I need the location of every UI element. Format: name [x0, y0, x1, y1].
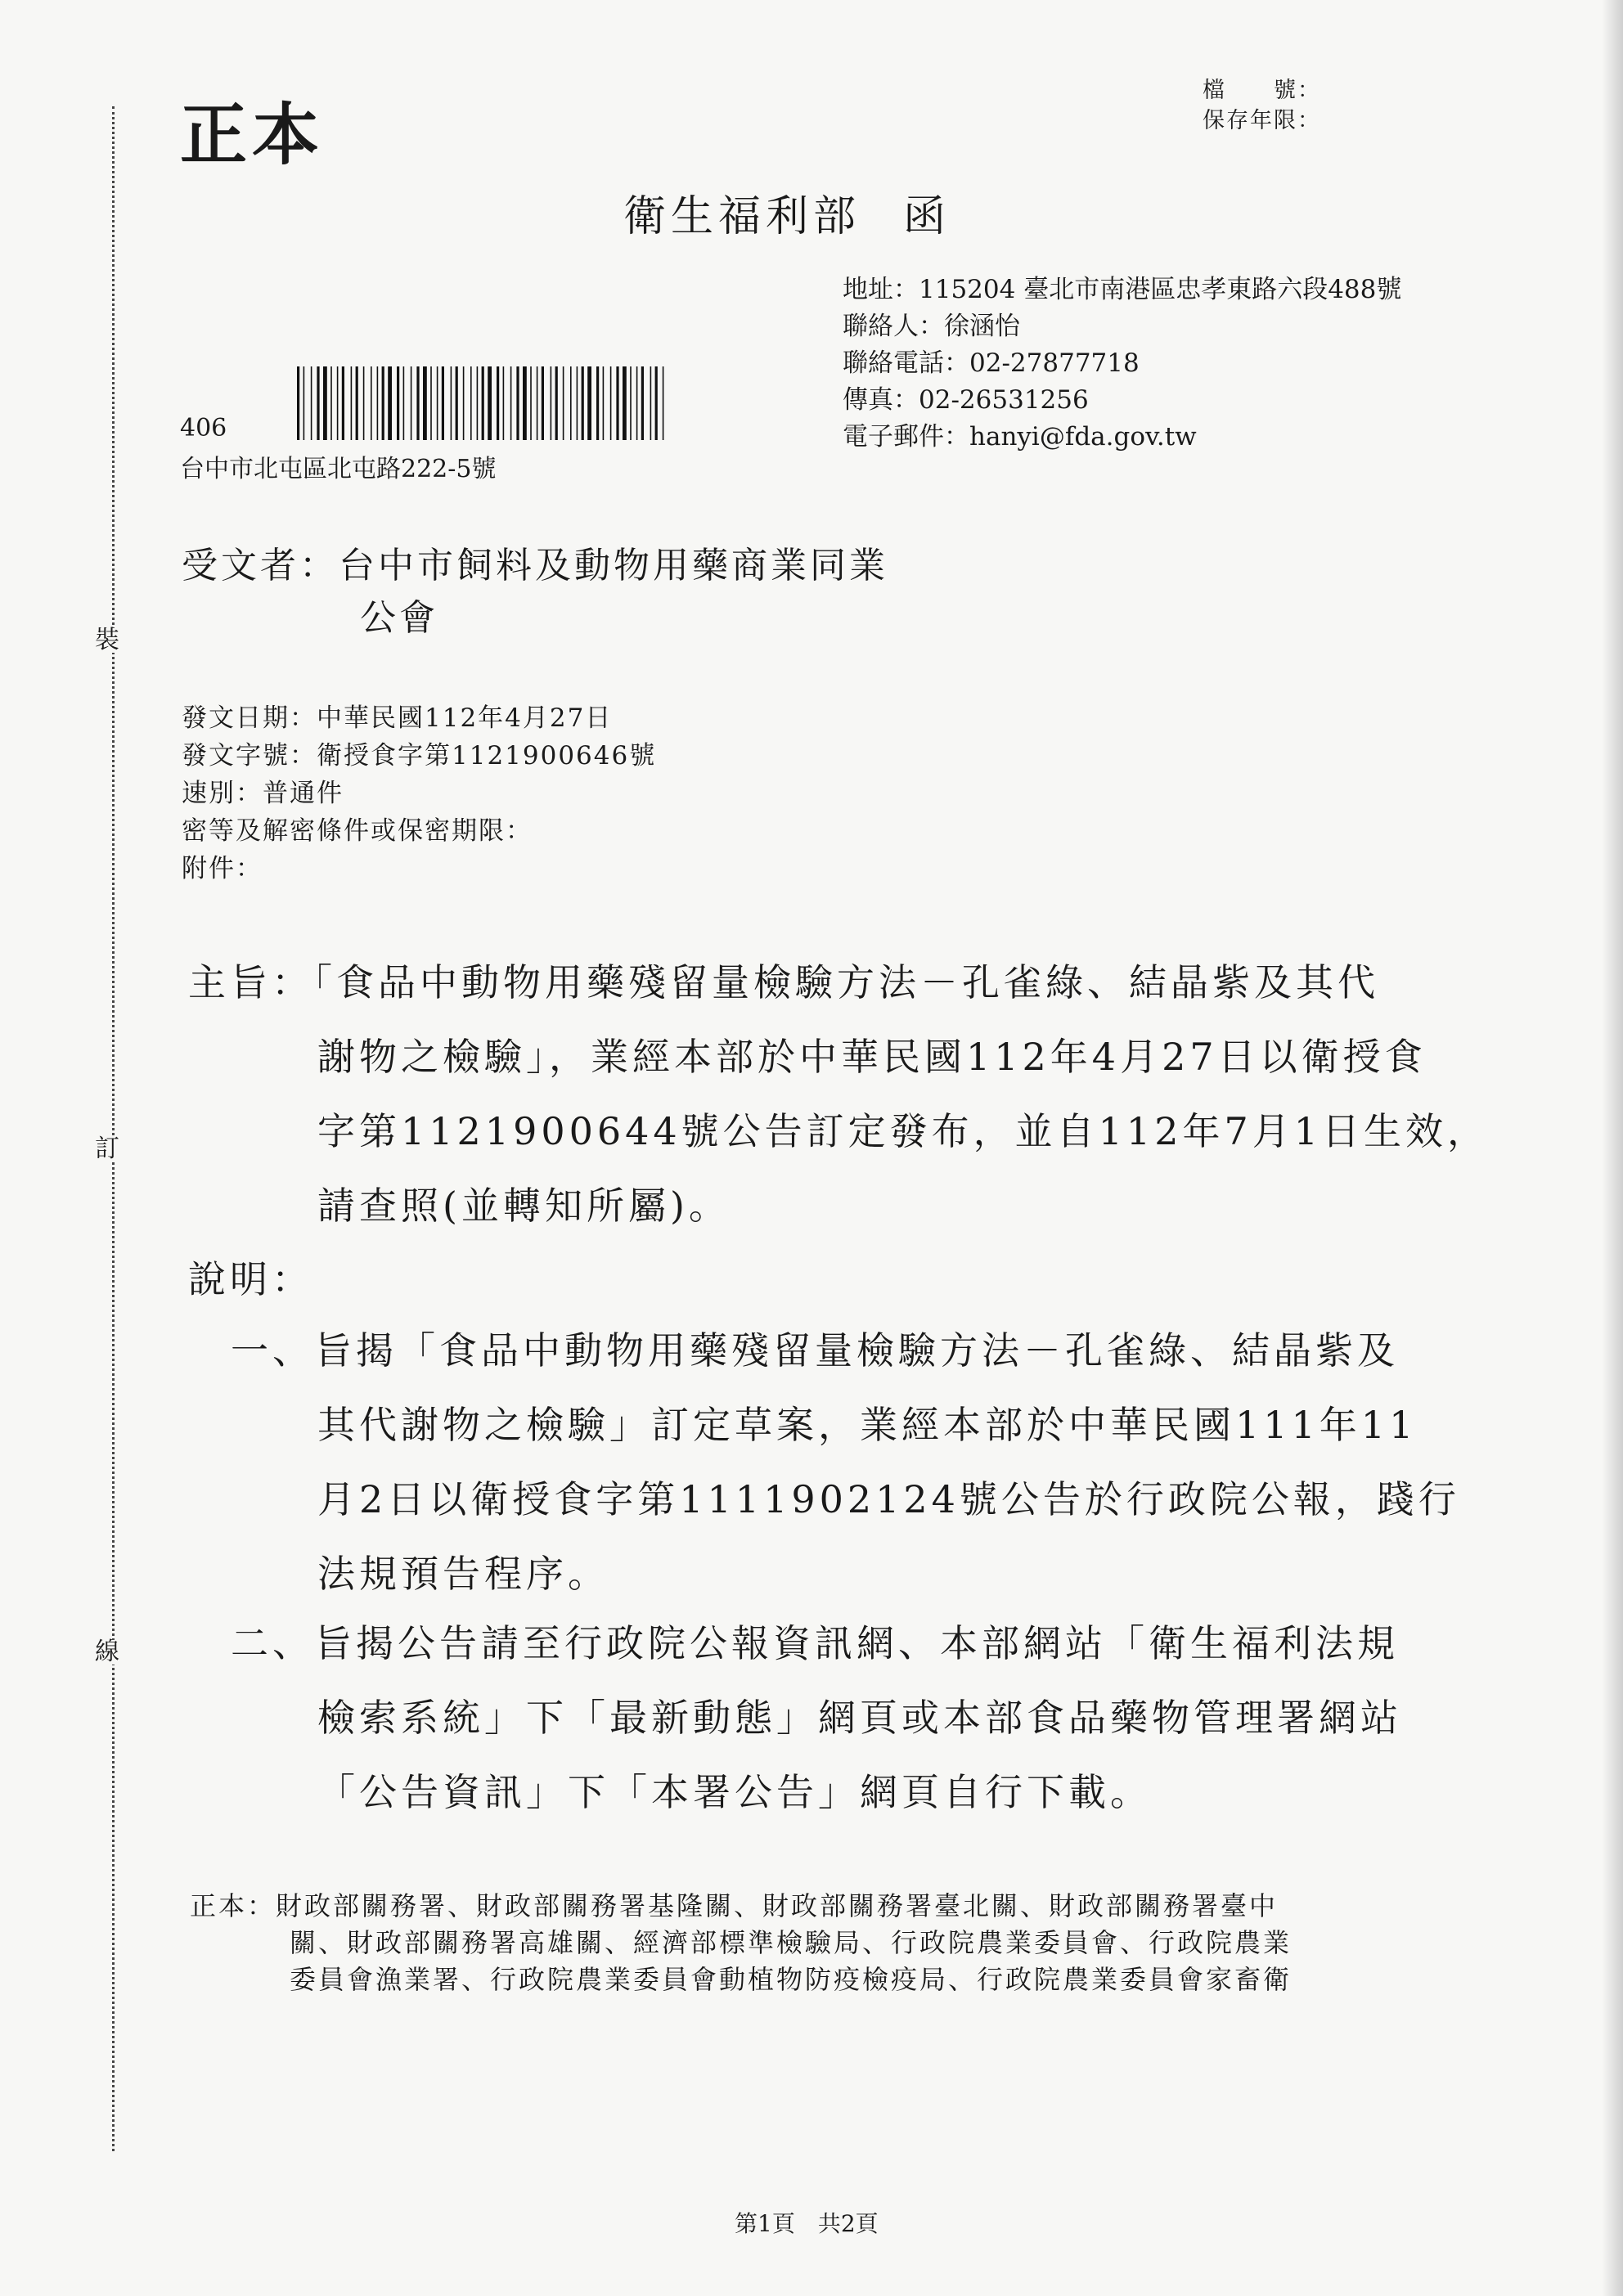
- explanation-item-1-line-4: 法規預告程序。: [317, 1552, 609, 1596]
- barcode-bar: [603, 366, 605, 440]
- barcode-bar: [663, 366, 664, 440]
- barcode-bar: [317, 366, 319, 440]
- explanation-item-2-line-2: 檢索系統」下「最新動態」網頁或本部食品藥物管理署網站: [317, 1696, 1402, 1740]
- explanation-item-2-line-1: 二、旨揭公告請至行政院公報資訊網、本部網站「衛生福利法規: [231, 1621, 1399, 1665]
- issue-date: 發文日期：中華民國112年4月27日: [182, 703, 613, 733]
- contact-phone: 聯絡電話：02-27877718: [843, 348, 1140, 378]
- binding-mark-middle: 訂: [95, 1135, 119, 1163]
- barcode-bar: [596, 366, 599, 440]
- issuing-agency: 衛生福利部: [623, 192, 861, 241]
- barcode-bar: [616, 366, 618, 440]
- contact-person: 聯絡人：徐涵怡: [843, 312, 1020, 341]
- barcode-bar: [497, 366, 499, 440]
- barcode-bar: [470, 366, 472, 440]
- scan-edge-shadow: [1602, 0, 1623, 2296]
- explanation-heading: 說明：: [188, 1257, 313, 1301]
- barcode-bar: [351, 366, 353, 440]
- barcode-bar: [342, 366, 344, 440]
- barcode-bar: [570, 366, 572, 440]
- barcode-bar: [463, 366, 465, 440]
- barcode-bar: [655, 366, 658, 440]
- document-type: 函: [903, 192, 951, 241]
- barcode-bar: [510, 366, 512, 440]
- contact-fax: 傳真：02-26531256: [843, 385, 1089, 415]
- delivery-speed: 速別：普通件: [182, 779, 344, 808]
- archive-retention-period: 保存年限：: [1203, 108, 1321, 133]
- barcode-bar: [563, 366, 564, 440]
- barcode-bar: [303, 366, 305, 440]
- barcode-bar: [337, 366, 339, 440]
- barcode-bar: [403, 366, 405, 440]
- contact-address: 地址：115204 臺北市南港區忠孝東路六段488號: [843, 275, 1402, 304]
- barcode-bar: [388, 366, 392, 440]
- explanation-item-1-line-2: 其代謝物之檢驗」訂定草案，業經本部於中華民國111年11: [317, 1403, 1418, 1447]
- barcode-bar: [636, 366, 638, 440]
- binding-dotted-line: [112, 106, 115, 2151]
- barcode-bar: [630, 366, 632, 440]
- barcode-bar: [623, 366, 627, 440]
- binding-mark-top: 裝: [95, 626, 119, 654]
- barcode-bar: [650, 366, 652, 440]
- barcode-bar: [542, 366, 544, 440]
- barcode-bar: [530, 366, 532, 440]
- barcode-bar: [382, 366, 384, 440]
- barcode-bar: [451, 366, 452, 440]
- original-copy-stamp: 正本: [180, 96, 325, 174]
- subject-line-1: 主旨：「食品中動物用藥殘留量檢驗方法－孔雀綠、結晶紫及其代: [188, 960, 1379, 1004]
- barcode-bar: [516, 366, 519, 440]
- cc-line-2: 關、財政部關務署高雄關、經濟部標準檢驗局、行政院農業委員會、行政院農業: [290, 1927, 1293, 1958]
- barcode-bar: [551, 366, 552, 440]
- mailing-postcode: 406: [180, 414, 227, 443]
- barcode-bar: [610, 366, 612, 440]
- barcode-bar: [477, 366, 479, 440]
- barcode-bar: [587, 366, 591, 440]
- barcode-bar: [311, 366, 312, 440]
- barcode-bar: [423, 366, 427, 440]
- contact-email: 電子郵件：hanyi@fda.gov.tw: [843, 422, 1197, 452]
- cc-line-3: 委員會漁業署、行政院農業委員會動植物防疫檢疫局、行政院農業委員會家畜衛: [290, 1964, 1293, 1995]
- barcode-bar: [582, 366, 584, 440]
- recipient-line-1: 受文者：台中市飼料及動物用藥商業同業: [182, 545, 888, 586]
- subject-line-4: 請查照(並轉知所屬)。: [317, 1184, 731, 1228]
- explanation-item-1-line-1: 一、旨揭「食品中動物用藥殘留量檢驗方法－孔雀綠、結晶紫及: [231, 1328, 1399, 1373]
- barcode-bar: [437, 366, 438, 440]
- barcode-bar: [488, 366, 492, 440]
- issue-number: 發文字號：衛授食字第1121900646號: [182, 741, 657, 771]
- barcode-bar: [442, 366, 444, 440]
- barcode-bar: [430, 366, 432, 440]
- barcode-bar: [377, 366, 379, 440]
- barcode-bar: [537, 366, 538, 440]
- barcode-bar: [523, 366, 527, 440]
- barcode-bar: [577, 366, 578, 440]
- barcode-bar: [356, 366, 358, 440]
- archive-file-number: 檔 號：: [1203, 78, 1321, 103]
- barcode-bar: [371, 366, 372, 440]
- barcode-bar: [397, 366, 399, 440]
- barcode-bar: [363, 366, 365, 440]
- barcode-bar: [641, 366, 644, 440]
- barcode-bar: [482, 366, 484, 440]
- subject-line-2: 謝物之檢驗」，業經本部於中華民國112年4月27日以衛授食: [317, 1035, 1427, 1079]
- subject-line-3: 字第1121900644號公告訂定發布，並自112年7月1日生效，: [317, 1109, 1489, 1153]
- barcode-bar: [297, 366, 299, 440]
- recipient-line-2: 公會: [360, 597, 438, 639]
- binding-mark-bottom: 線: [95, 1638, 119, 1666]
- barcode-bar: [555, 366, 558, 440]
- barcode-bar: [456, 366, 458, 440]
- barcode-bar: [411, 366, 412, 440]
- recipient: [182, 540, 888, 645]
- explanation-item-2-line-3: 「公告資訊」下「本署公告」網頁自行下載。: [317, 1770, 1152, 1814]
- barcode-bar: [503, 366, 505, 440]
- mail-barcode: [297, 366, 671, 440]
- explanation-item-1-line-3: 月2日以衛授食字第1111902124號公告於行政院公報，踐行: [317, 1477, 1460, 1521]
- page-number: 第1頁 共2頁: [735, 2210, 879, 2237]
- barcode-bar: [416, 366, 419, 440]
- document-title: [623, 182, 951, 243]
- cc-line-1: 正本：財政部關務署、財政部關務署基隆關、財政部關務署臺北關、財政部關務署臺中: [190, 1890, 1279, 1921]
- mailing-address: 台中市北屯區北屯路222-5號: [180, 455, 497, 483]
- secrecy-level: 密等及解密條件或保密期限：: [182, 816, 533, 846]
- attachments: 附件：: [182, 854, 263, 883]
- barcode-bar: [323, 366, 327, 440]
- barcode-bar: [330, 366, 332, 440]
